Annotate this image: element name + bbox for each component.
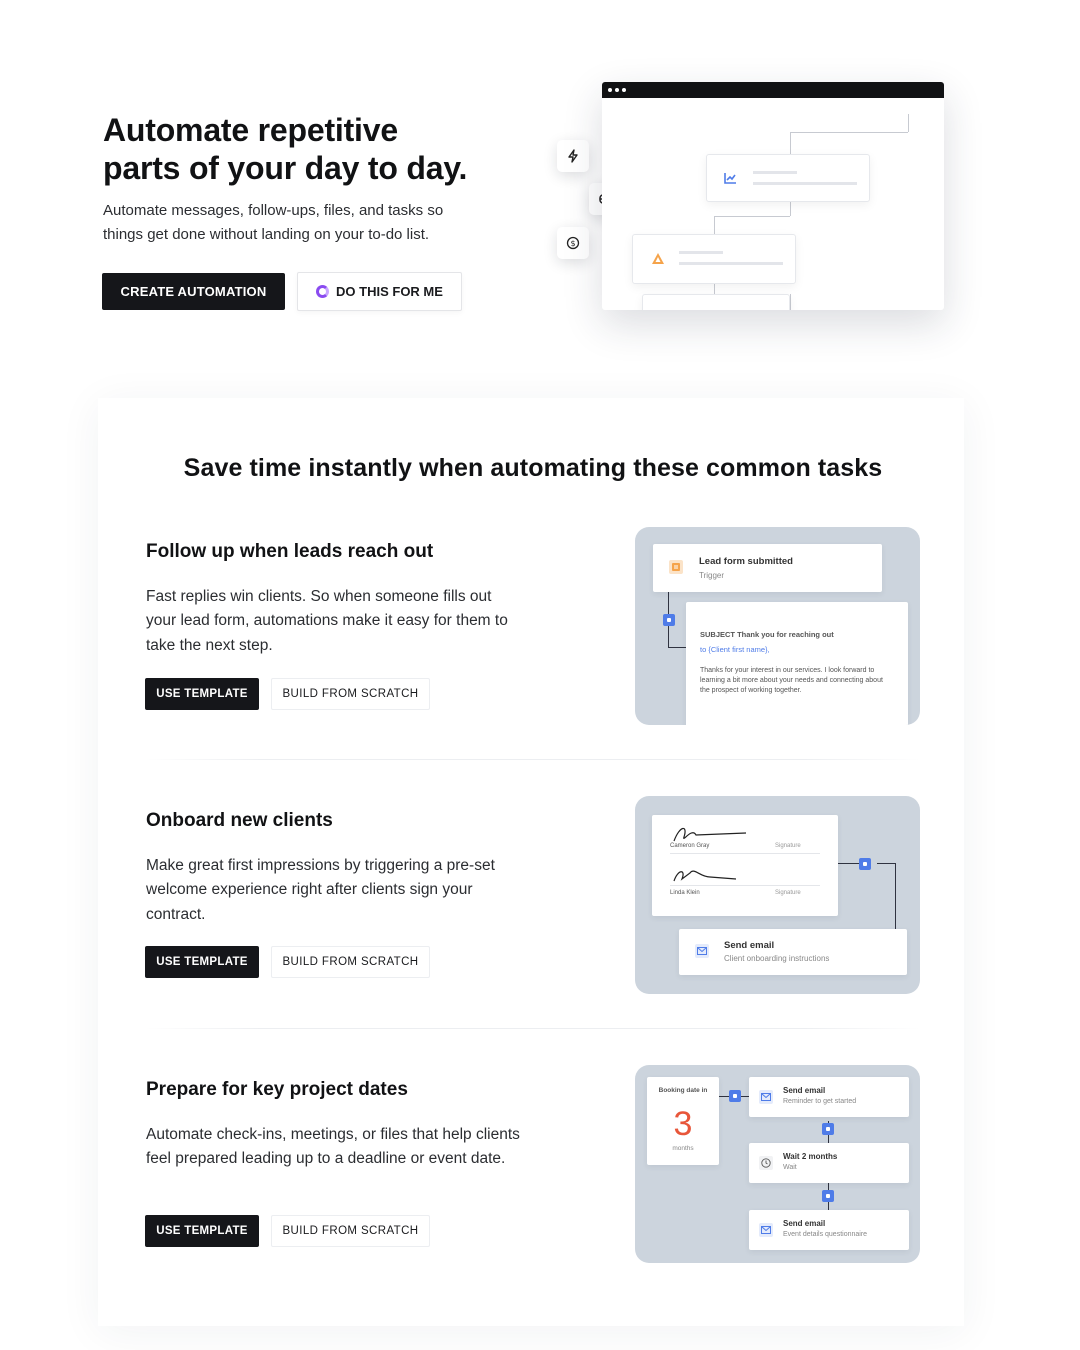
hero-subtitle-line1: Automate messages, follow-ups, files, and tasks so <box>103 202 444 219</box>
section-title: Save time instantly when automating these common tasks <box>183 454 883 482</box>
row1-description: Fast replies win clients. So when someone fills out your lead form, automations make it easy for them to take the next step. <box>146 588 508 654</box>
email-body: Thanks for your interest in our services. I look forward to learning a bit more about your needs and connecting about the prospect of working together. <box>700 667 883 694</box>
row2-build-from-scratch-button[interactable]: BUILD FROM SCRATCH <box>271 946 430 978</box>
flow-node <box>822 1190 834 1202</box>
step3-send-email-card <box>749 1210 909 1250</box>
row2-description: Make great first impressions by triggering a pre-set welcome experience right after clients sign your contract. <box>146 857 495 923</box>
row2-use-template-button[interactable]: USE TEMPLATE <box>145 946 259 978</box>
email-recipient: to {Client first name}, <box>700 645 770 654</box>
signer2-caption: Signature <box>775 890 801 896</box>
step1-title: Send email <box>783 1086 826 1095</box>
hero-subtitle <box>103 199 523 247</box>
signature-icon <box>670 863 740 885</box>
step3-sub: Event details questionnaire <box>783 1231 868 1238</box>
hero-title <box>103 111 563 187</box>
warning-icon <box>651 252 665 266</box>
email-preview-card <box>686 602 908 725</box>
row2-title: Onboard new clients <box>146 810 333 831</box>
hero-section <box>0 0 1080 380</box>
send-email-title: Send email <box>724 940 775 951</box>
row-divider <box>146 1028 920 1029</box>
do-this-for-me-label: DO THIS FOR ME <box>336 284 443 299</box>
mail-icon <box>695 944 709 958</box>
lightning-icon <box>557 140 589 172</box>
project-dates-illustration <box>635 1065 920 1263</box>
booking-date-number: 3 <box>673 1105 693 1143</box>
svg-text:$: $ <box>570 239 576 248</box>
onboarding-illustration <box>635 796 920 994</box>
lead-form-card-sub: Trigger <box>699 571 725 580</box>
send-email-card <box>679 929 907 975</box>
do-this-for-me-button[interactable] <box>297 272 462 311</box>
step2-title: Wait 2 months <box>783 1152 838 1161</box>
send-email-sub: Client onboarding instructions <box>724 954 830 963</box>
window-titlebar <box>602 82 944 98</box>
chart-icon <box>723 171 737 185</box>
row1-use-template-button[interactable]: USE TEMPLATE <box>145 678 259 710</box>
lead-followup-illustration <box>635 527 920 725</box>
booking-date-unit: months <box>672 1145 694 1152</box>
row3-title: Prepare for key project dates <box>146 1079 408 1100</box>
step1-sub: Reminder to get started <box>783 1098 857 1105</box>
row3-build-from-scratch-button[interactable]: BUILD FROM SCRATCH <box>271 1215 430 1247</box>
flow-node <box>729 1090 741 1102</box>
hero-title-line1: Automate repetitive <box>103 112 398 148</box>
step3-title: Send email <box>783 1219 826 1228</box>
signer2-name: Linda Klein <box>670 890 700 896</box>
hero-subtitle-line2: things get done without landing on your to-do list. <box>103 226 430 243</box>
step1-send-email-card <box>749 1077 909 1117</box>
lead-form-card <box>653 544 882 592</box>
row1-title: Follow up when leads reach out <box>146 541 434 562</box>
booking-date-card <box>647 1077 719 1165</box>
step2-sub: Wait <box>783 1164 797 1171</box>
row3-use-template-button[interactable]: USE TEMPLATE <box>145 1215 259 1247</box>
swirl-icon <box>316 285 329 298</box>
row1-build-from-scratch-button[interactable]: BUILD FROM SCRATCH <box>271 678 430 710</box>
signer1-name: Cameron Gray <box>670 843 710 849</box>
clock-icon <box>759 1156 773 1170</box>
contract-signature-card <box>652 815 838 916</box>
booking-date-label: Booking date in <box>658 1087 708 1094</box>
signer1-caption: Signature <box>775 843 801 849</box>
automation-preview-window <box>602 82 944 310</box>
email-subject: SUBJECT Thank you for reaching out <box>700 630 834 639</box>
hero-title-line2: parts of your day to day. <box>103 150 468 186</box>
mail-icon <box>759 1223 773 1237</box>
lead-form-card-title: Lead form submitted <box>699 556 793 567</box>
dollar-icon <box>557 227 589 259</box>
preview-card-2 <box>632 234 796 284</box>
flow-node <box>859 858 871 870</box>
row-divider <box>146 759 920 760</box>
flow-node <box>663 614 675 626</box>
form-icon <box>669 560 683 574</box>
preview-card-1 <box>706 154 870 202</box>
mail-icon <box>759 1090 773 1104</box>
flow-node <box>822 1123 834 1135</box>
step2-wait-card <box>749 1143 909 1183</box>
row3-description: Automate check-ins, meetings, or files that help clients feel prepared leading up to a deadline or event date. <box>146 1126 520 1168</box>
preview-card-3 <box>642 294 790 310</box>
create-automation-button[interactable]: CREATE AUTOMATION <box>102 273 285 310</box>
